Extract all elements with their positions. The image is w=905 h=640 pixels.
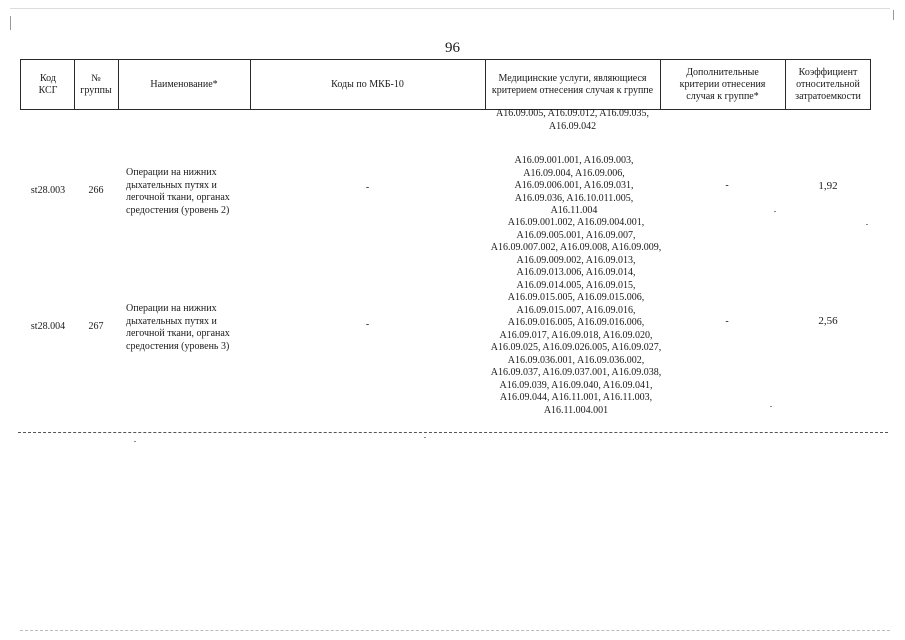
- table-row-code: st28.004: [30, 321, 66, 332]
- header-divider: [660, 59, 661, 110]
- table-row-mkb: -: [365, 182, 370, 193]
- header-code: Код КСГ: [38, 72, 58, 96]
- header-divider: [485, 59, 486, 110]
- table-row-group: 266: [88, 185, 104, 196]
- table-row-code: st28.003: [30, 185, 66, 196]
- table-row-group: 267: [88, 321, 104, 332]
- scan-speck: [774, 211, 776, 212]
- table-bottom-line: [18, 432, 888, 433]
- header-divider: [785, 59, 786, 110]
- header-coef: Коэффициент относительной затратоемкости: [795, 66, 861, 102]
- header-divider: [870, 59, 871, 110]
- scan-top-edge: [10, 8, 890, 9]
- header-divider: [74, 59, 75, 110]
- table-row-name: Операции на нижних дыхательных путях и легочной ткани, органах средостения (уровень 3): [126, 303, 230, 352]
- scan-speck: [866, 224, 868, 225]
- header-divider: [118, 59, 119, 110]
- table-row-coef: 2,56: [818, 315, 838, 327]
- page-number: 96: [445, 40, 460, 56]
- header-bottom-border: [20, 109, 870, 110]
- scan-speck: [770, 406, 772, 407]
- header-divider: [250, 59, 251, 110]
- scan-speck: [424, 437, 426, 438]
- table-row-extra: -: [725, 180, 729, 191]
- header-group: № группы: [80, 72, 112, 96]
- header-divider: [20, 59, 21, 110]
- header-extra: Дополнительные критерии отнесения случая к группе*: [679, 66, 766, 102]
- table-row-name: Операции на нижних дыхательных путях и легочной ткани, органах средостения (уровень 2): [126, 167, 230, 216]
- carryover-services: A16.09.005, A16.09.012, A16.09.035, A16.09.042: [495, 108, 650, 132]
- scan-corner-mark: [893, 10, 894, 20]
- header-mkb: Коды по МКБ-10: [331, 78, 404, 90]
- scan-bottom-edge: [20, 630, 890, 631]
- table-row-coef: 1,92: [818, 180, 838, 192]
- table-row-services: A16.09.001.001, A16.09.003, A16.09.004, A16.09.006, A16.09.006.001, A16.09.031, A16.09.036, A16.10.011.005, A16.11.004: [514, 155, 634, 216]
- table-row-extra: -: [725, 316, 729, 327]
- header-services: Медицинские услуги, являющиеся критерием отнесения случая к группе: [491, 72, 654, 96]
- header-name: Наименование*: [150, 78, 218, 90]
- table-row-mkb: -: [365, 319, 370, 330]
- scan-corner-mark: [10, 16, 11, 30]
- scan-speck: [134, 441, 136, 442]
- table-row-services: A16.09.001.002, A16.09.004.001, A16.09.005.001, A16.09.007, A16.09.007.002, A16.09.008, A16.09.009, A16.09.009.002, A16.09.013, A16.09.013.006, A16.09.014, A16.09.014.005, A16.09.015, A16.09.015.005, A16.09.015.006, A16.09.015.007, A16.09.016, A16.09.016.005, A16.09.016.006, A16.09.017, A16.09.018, A16.09.020, A16.09.025, A16.09.026.005, A16.09.027, A16.09.036.001, A16.09.036.002, A16.09.037, A16.09.037.001, A16.09.038, A16.09.039, A16.09.040, A16.09.041, A16.09.044, A16.11.001, A16.11.003, A16.11.004.001: [490, 217, 662, 416]
